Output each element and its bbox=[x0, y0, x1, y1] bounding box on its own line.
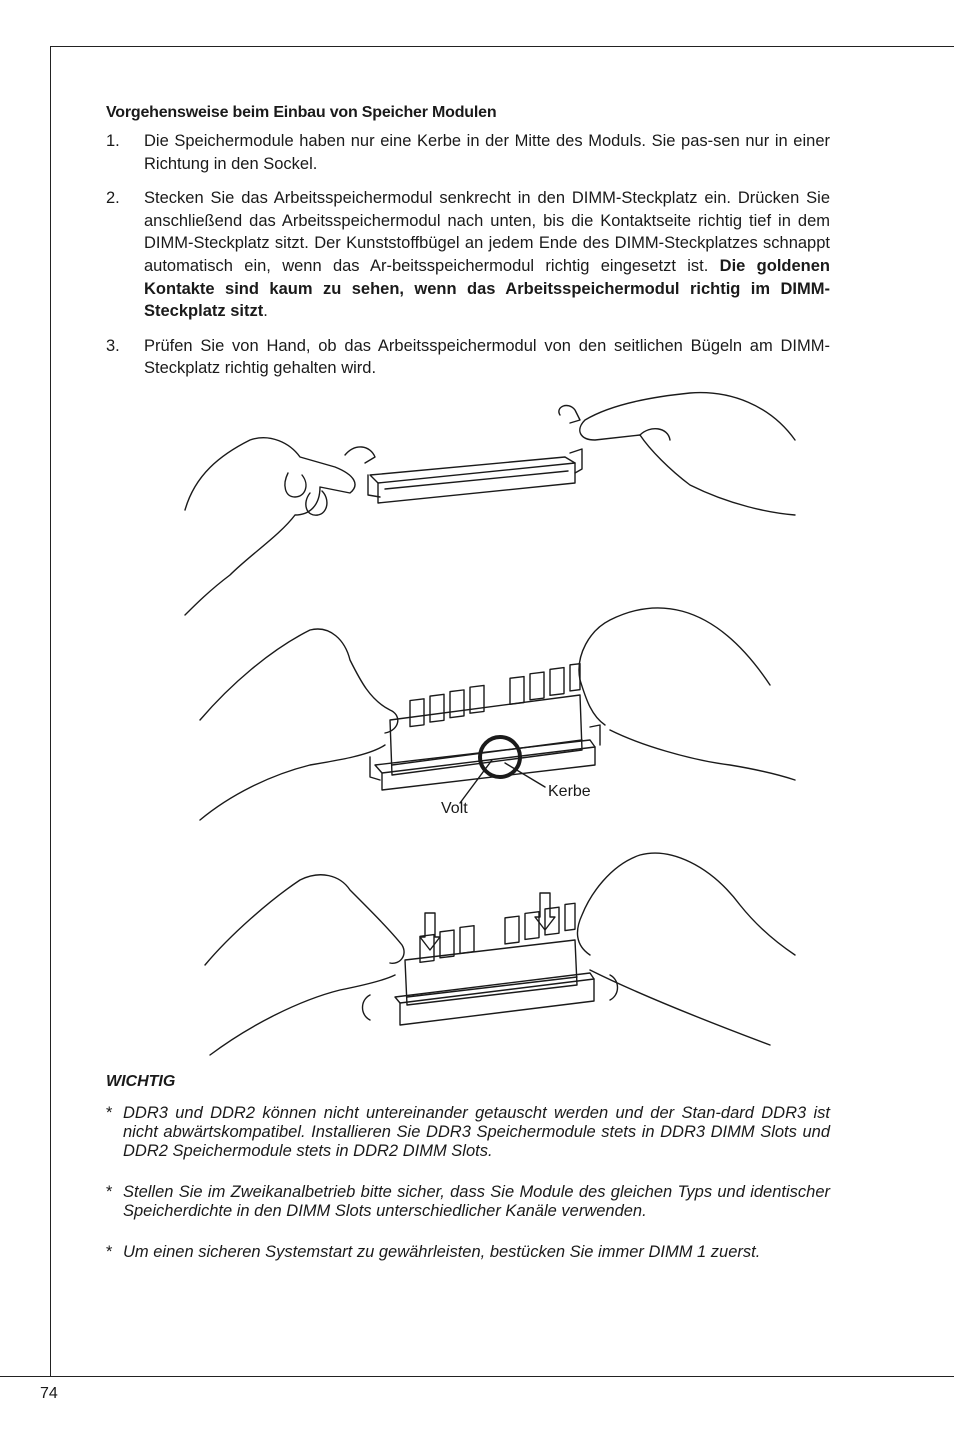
step-2 bbox=[106, 187, 830, 323]
step-text bbox=[144, 187, 830, 323]
installation-steps bbox=[106, 130, 830, 392]
important-notes bbox=[106, 1104, 830, 1284]
page-frame-left bbox=[50, 46, 51, 1376]
note-text: Stellen Sie im Zweikanalbetrieb bitte sicher, dass Sie Module des gleichen Typs und identischer Speicherdichte in den DIMM Slots unterschiedlicher Kanäle verwenden. bbox=[123, 1183, 830, 1220]
step-number: 3. bbox=[106, 336, 120, 355]
panel-open-slot bbox=[185, 393, 795, 615]
step-number: 1. bbox=[106, 132, 120, 150]
step-text-tail: . bbox=[263, 302, 268, 321]
panel-align-module bbox=[200, 608, 795, 820]
down-arrow-icon bbox=[420, 913, 440, 950]
label-kerbe: Kerbe bbox=[548, 783, 591, 800]
step-1 bbox=[106, 130, 830, 175]
step-3 bbox=[106, 335, 830, 380]
page-frame-top bbox=[50, 46, 954, 47]
important-title: WICHTIG bbox=[106, 1073, 176, 1090]
note-item bbox=[106, 1104, 830, 1161]
step-text-bold: Die goldenen Kontakte sind kaum zu sehen, wenn das Arbeitsspeichermodul richtig im DIMM-Steckplatz sitzt bbox=[144, 256, 830, 321]
label-volt: Volt bbox=[441, 800, 468, 817]
panel-press-module bbox=[205, 853, 795, 1055]
note-item bbox=[106, 1183, 830, 1221]
step-number: 2. bbox=[106, 189, 120, 208]
note-item bbox=[106, 1243, 830, 1262]
page-number: 74 bbox=[40, 1385, 58, 1402]
note-text: Um einen sicheren Systemstart zu gewährleisten, bestücken Sie immer DIMM 1 zuerst. bbox=[123, 1243, 761, 1261]
step-text: Die Speichermodule haben nur eine Kerbe in der Mitte des Moduls. Sie pas-sen nur in einer Richtung in den Sockel. bbox=[144, 132, 830, 173]
note-text: DDR3 und DDR2 können nicht untereinander getauscht werden und der Stan-dard DDR3 ist nicht abwärtskompatibel. Installieren Sie DDR3 Speichermodule stets in DDR3 DIMM Slots und DDR2 Speichermodule stets in DDR2 DIMM Slots. bbox=[123, 1104, 830, 1160]
section-heading: Vorgehensweise beim Einbau von Speicher Modulen bbox=[106, 104, 497, 121]
dimm-installation-illustration bbox=[170, 385, 810, 1065]
page-frame-bottom bbox=[0, 1376, 954, 1377]
step-text: Prüfen Sie von Hand, ob das Arbeitsspeichermodul von den seitlichen Bügeln am DIMM-Steckplatz richtig gehalten wird. bbox=[144, 336, 830, 378]
note-marker: * bbox=[106, 1243, 113, 1261]
memory-module bbox=[390, 695, 582, 775]
note-marker: * bbox=[106, 1104, 113, 1122]
step-text-regular: Stecken Sie das Arbeitsspeichermodul senkrecht in den DIMM-Steckplatz ein. Drücken Sie anschließend das Arbeitsspeichermodul nach unten, bis die Kontaktseite richtig tief in dem DIMM-Steckplatz sitzt. Der Kunststoffbügel an jedem Ende des DIMM-Steckplatzes schnappt automatisch ein, wenn das Ar-beitsspeichermodul richtig eingesetzt ist. bbox=[144, 189, 830, 275]
note-marker: * bbox=[106, 1183, 113, 1201]
